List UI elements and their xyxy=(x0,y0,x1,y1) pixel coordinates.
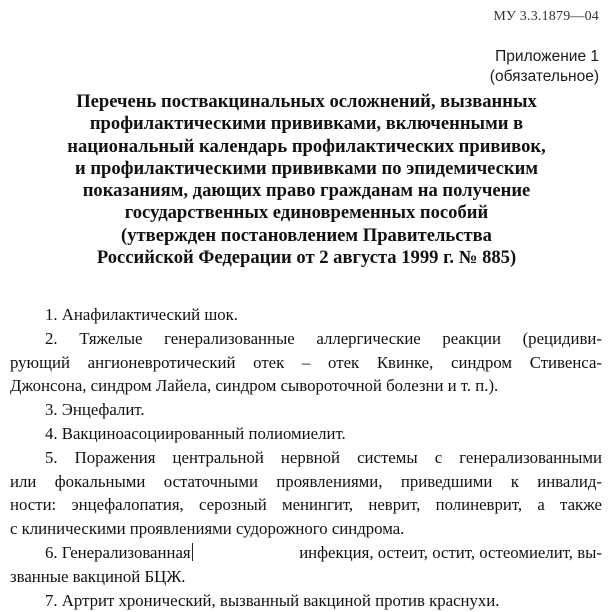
list-item-line: рующий ангионевротический отек – отек Квинке, синдром Стивенса- xyxy=(10,352,602,372)
list-item-6 xyxy=(10,541,602,589)
title-line: государственных единовременных пособий xyxy=(124,202,489,224)
list-item-line: 5. Поражения центральной нервной системы с генерализованными xyxy=(45,447,602,467)
document-title xyxy=(20,91,593,269)
appendix-header xyxy=(490,47,599,87)
title-line: профилактическими прививками, включенными в xyxy=(89,113,524,135)
title-line: показаниям, дающих право гражданам на получение xyxy=(82,180,531,202)
list-item-line xyxy=(10,541,602,565)
list-item-line-part: инфекция, остеит, остит, остеомиелит, вы- xyxy=(299,542,602,562)
list-item-1 xyxy=(10,303,602,327)
list-item-3 xyxy=(10,398,602,422)
complications-list xyxy=(10,303,602,612)
list-item-2 xyxy=(10,327,602,398)
title-line: и профилактическими прививками по эпидемическим xyxy=(74,157,539,179)
list-item-line: или фокальными остаточными проявлениями, приведшими к инвалид- xyxy=(10,471,602,491)
list-item-4 xyxy=(10,422,602,446)
text-cursor xyxy=(192,543,193,561)
list-item-line: 3. Энцефалит. xyxy=(45,400,145,420)
list-item-line: 7. Артрит хронический, вызванный вакциной против краснухи. xyxy=(45,590,500,610)
list-item-line: с клиническими проявлениями судорожного синдрома. xyxy=(10,519,405,539)
title-line: Перечень поствакцинальных осложнений, вызванных xyxy=(76,91,537,112)
list-item-line: 4. Вакциноасоциированный полиомиелит. xyxy=(45,423,346,443)
title-line: национальный календарь профилактических прививок, xyxy=(67,135,546,157)
list-item-5 xyxy=(10,446,602,541)
list-item-line: Джонсона, синдром Лайела, синдром сывороточной болезни и т. п.). xyxy=(10,376,499,396)
list-item-line-part: 6. Генерализованная xyxy=(45,542,191,562)
title-line: (утвержден постановлением Правительства xyxy=(121,224,492,246)
list-item-line: званные вакциной БЦЖ. xyxy=(10,566,186,586)
list-item-line: 1. Анафилактический шок. xyxy=(45,305,238,324)
list-item-line: 2. Тяжелые генерализованные аллергические реакции (рецидиви- xyxy=(45,328,602,348)
appendix-label: Приложение 1 xyxy=(495,48,599,65)
appendix-type: (обязательное) xyxy=(489,68,599,85)
document-code: МУ 3.3.1879—04 xyxy=(493,9,599,24)
list-item-7 xyxy=(10,589,602,612)
title-line: Российской Федерации от 2 августа 1999 г. № 885) xyxy=(96,247,517,269)
list-item-line: ности: энцефалопатия, серозный менингит, неврит, полиневрит, а также xyxy=(10,495,602,515)
